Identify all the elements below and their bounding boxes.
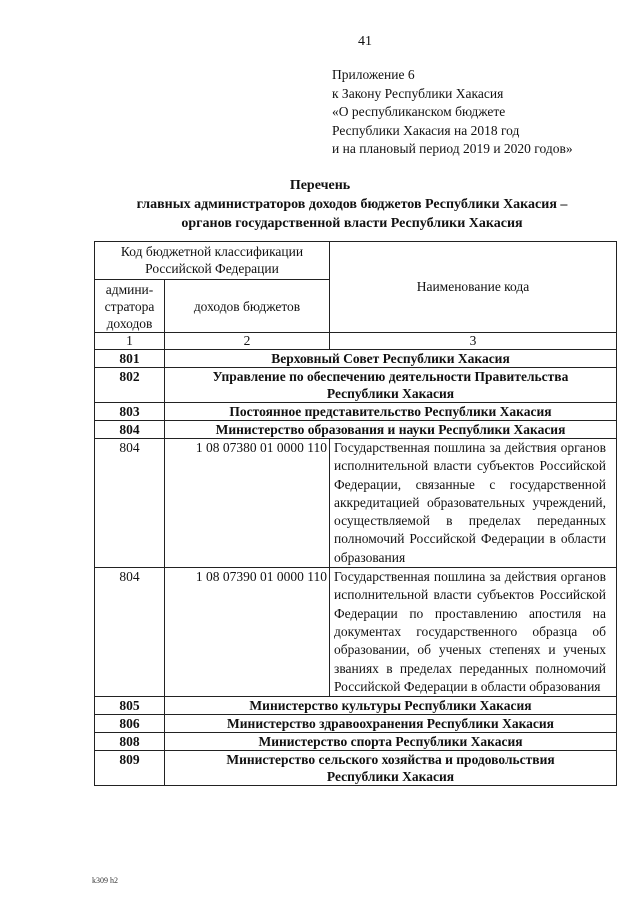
admin-title: Министерство образования и науки Республики Хакасия	[165, 421, 617, 439]
appendix-line: к Закону Республики Хакасия	[332, 85, 504, 101]
admin-code: 804	[95, 421, 165, 439]
admin-title: Министерство культуры Республики Хакасия	[165, 697, 617, 715]
table-row	[95, 368, 617, 403]
table-row	[95, 751, 617, 786]
admin-code: 808	[95, 733, 165, 751]
admin-code: 809	[95, 751, 165, 786]
appendix-line: и на плановый период 2019 и 2020 годов»	[332, 141, 573, 156]
revenue-description: Государственная пошлина за действия органов исполнительной власти субъектов Российской Федерации, связанные с государственной аккредитацией образовательных учреждений, осуществляемой в пределах переданных полномочий Российской Федерации в области образования	[330, 439, 617, 568]
header-admin: админи-стратора доходов	[95, 280, 165, 333]
admin-title: Министерство спорта Республики Хакасия	[165, 733, 617, 751]
header-budget-classification: Код бюджетной классификации Российской Федерации	[95, 242, 330, 280]
admin-title: Верховный Совет Республики Хакасия	[165, 350, 617, 368]
admin-code: 803	[95, 403, 165, 421]
table-row	[95, 421, 617, 439]
admin-code: 804	[95, 439, 165, 568]
admin-code: 805	[95, 697, 165, 715]
title-line: органов государственной власти Республики Хакасия	[181, 216, 523, 231]
appendix-line: «О республиканском бюджете	[332, 104, 506, 119]
header-row	[95, 242, 617, 280]
revenue-code: 1 08 07380 01 0000 110	[165, 439, 330, 568]
appendix-block	[332, 66, 573, 159]
admin-code: 801	[95, 350, 165, 368]
revenue-code: 1 08 07390 01 0000 110	[165, 568, 330, 697]
admin-title: Министерство здравоохранения Республики Хакасия	[165, 715, 617, 733]
table-row	[95, 697, 617, 715]
table-row	[95, 439, 617, 568]
table-row	[95, 568, 617, 697]
column-number: 2	[165, 333, 330, 350]
appendix-line: Приложение 6	[332, 67, 415, 82]
admin-title: Постоянное представительство Республики Хакасия	[165, 403, 617, 421]
page-number: 41	[358, 34, 372, 49]
administrators-table	[94, 241, 617, 786]
header-revenue: доходов бюджетов	[165, 280, 330, 333]
column-number: 1	[95, 333, 165, 350]
admin-title: Управление по обеспечению деятельности Правительства Республики Хакасия	[165, 368, 617, 403]
header-code-name: Наименование кода	[330, 242, 617, 333]
admin-code: 802	[95, 368, 165, 403]
footer-mark: k309 h2	[92, 876, 118, 885]
title-line: главных администраторов доходов бюджетов Республики Хакасия –	[136, 197, 568, 212]
admin-title: Министерство сельского хозяйства и продовольствия Республики Хакасия	[165, 751, 617, 786]
table-row	[95, 733, 617, 751]
appendix-line: Республики Хакасия на 2018 год	[332, 122, 520, 138]
table-row	[95, 403, 617, 421]
admin-code: 804	[95, 568, 165, 697]
title-line: Перечень	[289, 178, 351, 193]
table-row	[95, 350, 617, 368]
document-title	[0, 176, 640, 233]
column-number: 3	[330, 333, 617, 350]
column-number-row	[95, 333, 617, 350]
admin-code: 806	[95, 715, 165, 733]
table-row	[95, 715, 617, 733]
revenue-description: Государственная пошлина за действия органов исполнительной власти субъектов Российской Федерации по проставлению апостиля на документах государственного образца об образовании, об ученых степенях и ученых званиях в пределах переданных полномочий Российской Федерации в области образования	[330, 568, 617, 697]
